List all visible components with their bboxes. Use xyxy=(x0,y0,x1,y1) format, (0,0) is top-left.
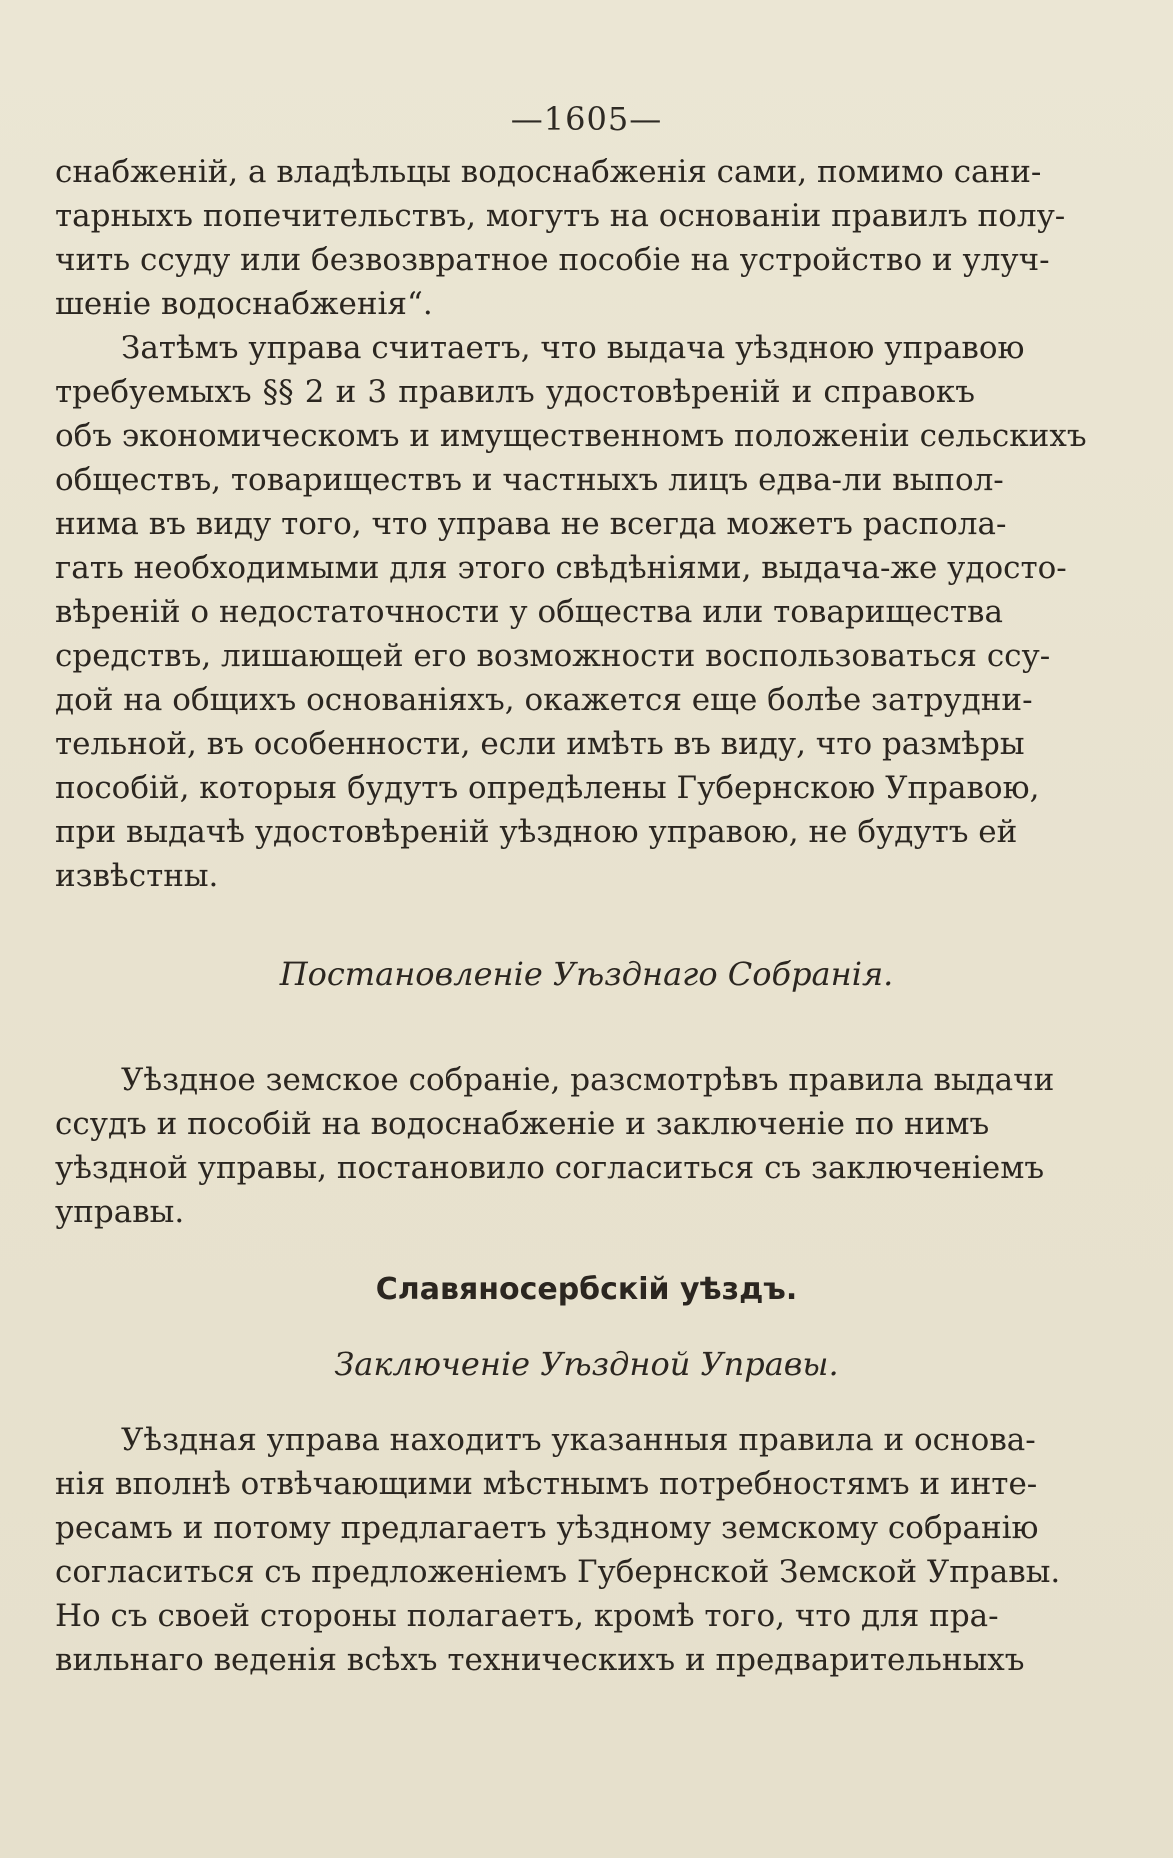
text-line: ссудъ и пособій на водоснабженіе и заключеніе по нимъ xyxy=(55,1106,990,1142)
text-line: обществъ, товариществъ и частныхъ лицъ едва-ли выпол- xyxy=(55,462,1004,498)
text-line: нія вполнѣ отвѣчающими мѣстнымъ потребностямъ и инте- xyxy=(55,1466,1038,1502)
text-line: извѣстны. xyxy=(55,858,219,894)
text-line: шеніе водоснабженія“. xyxy=(55,286,433,322)
text-line: пособій, которыя будутъ опредѣлены Губернскою Управою, xyxy=(55,770,1040,806)
text-line: при выдачѣ удостовѣреній уѣздною управою, не будутъ ей xyxy=(55,814,1018,850)
conclusion-heading: Заключеніе Уѣздной Управы. xyxy=(334,1345,839,1383)
text-line: снабженій, а владѣльцы водоснабженія сами, помимо сани- xyxy=(55,154,1042,190)
text-line: нима въ виду того, что управа не всегда можетъ распола- xyxy=(55,506,1007,542)
text-line: согласиться съ предложеніемъ Губернской Земской Управы. xyxy=(55,1554,1061,1590)
text-line: тельной, въ особенности, если имѣть въ виду, что размѣры xyxy=(55,726,1025,762)
page-number: —1605— xyxy=(510,100,663,138)
text-line: управы. xyxy=(55,1194,185,1230)
text-line: ресамъ и потому предлагаетъ уѣздному земскому собранію xyxy=(55,1510,1039,1546)
text-line: тарныхъ попечительствъ, могутъ на основаніи правилъ полу- xyxy=(55,198,1066,234)
text-line: вильнаго веденія всѣхъ техническихъ и предварительныхъ xyxy=(55,1642,1025,1678)
text-line: Уѣздное земское собраніе, разсмотрѣвъ правила выдачи xyxy=(121,1062,1055,1098)
text-line: объ экономическомъ и имущественномъ положеніи сельскихъ xyxy=(55,418,1087,454)
text-line: Уѣздная управа находитъ указанныя правила и основа- xyxy=(121,1422,1036,1458)
resolution-heading: Постановленіе Уѣзднаго Собранія. xyxy=(279,955,894,993)
text-line: средствъ, лишающей его возможности воспользоваться ссу- xyxy=(55,638,1051,674)
text-line: Затѣмъ управа считаетъ, что выдача уѣздною управою xyxy=(121,330,1025,366)
district-heading: Славяносербскій уѣздъ. xyxy=(375,1272,798,1307)
text-line: гать необходимыми для этого свѣдѣніями, выдача-же удосто- xyxy=(55,550,1067,586)
text-line: дой на общихъ основаніяхъ, окажется еще болѣе затрудни- xyxy=(55,682,1033,718)
text-line: уѣздной управы, постановило согласиться съ заключеніемъ xyxy=(55,1150,1045,1186)
text-line: чить ссуду или безвозвратное пособіе на устройство и улуч- xyxy=(55,242,1050,278)
text-line: требуемыхъ §§ 2 и 3 правилъ удостовѣреній и справокъ xyxy=(55,374,975,410)
text-line: Но съ своей стороны полагаетъ, кромѣ того, что для пра- xyxy=(55,1598,999,1634)
text-line: вѣреній о недостаточности у общества или товарищества xyxy=(55,594,1003,630)
